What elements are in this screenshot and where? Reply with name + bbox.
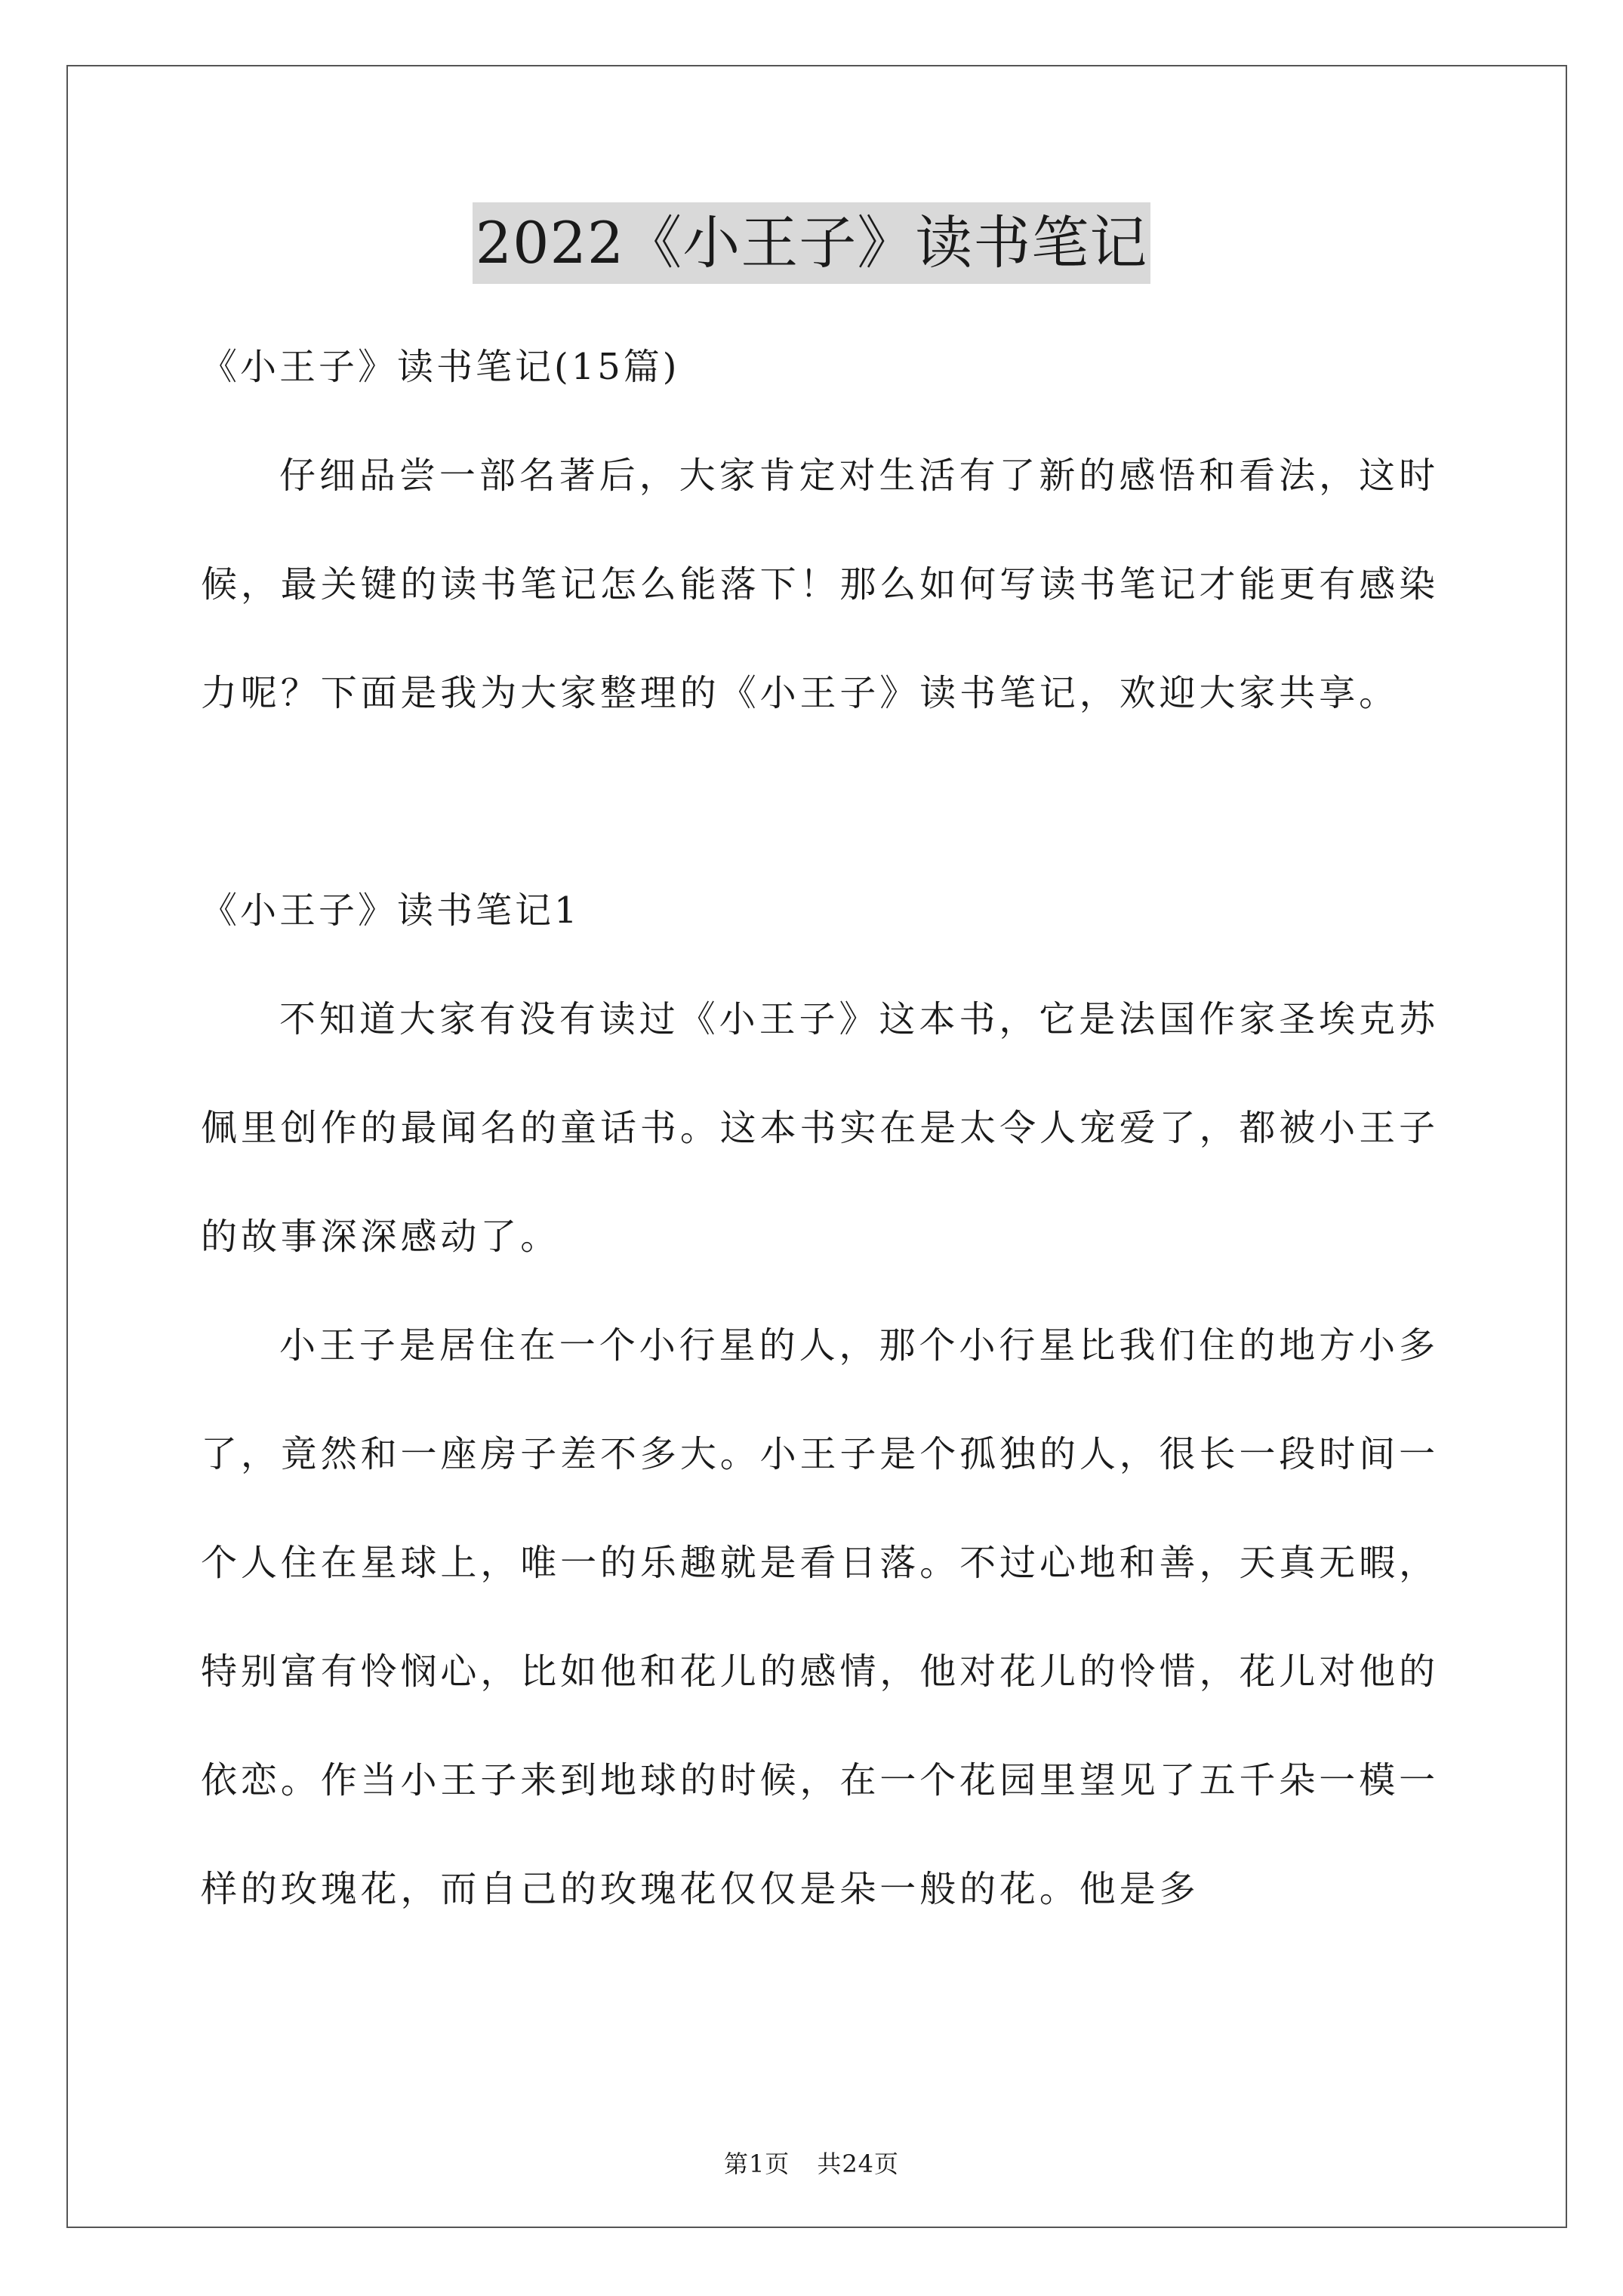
blank-line <box>201 747 1439 856</box>
section-heading: 《小王子》读书笔记1 <box>201 889 581 932</box>
document-subtitle: 《小王子》读书笔记(15篇) <box>201 346 680 388</box>
page-number: 第1页 <box>723 2150 790 2178</box>
document-body <box>201 313 1439 1943</box>
intro-paragraph: 仔细品尝一部名著后，大家肯定对生活有了新的感悟和看法，这时候，最关键的读书笔记怎么能落下！那么如何写读书笔记才能更有感染力呢？下面是我为大家整理的《小王子》读书笔记，欢迎大家共享。 <box>201 455 1439 714</box>
document-title: 2022《小王子》读书笔记 <box>473 202 1150 284</box>
body-paragraph: 小王子是居住在一个小行星的人，那个小行星比我们住的地方小多了，竟然和一座房子差不多大。小王子是个孤独的人，很长一段时间一个人住在星球上，唯一的乐趣就是看日落。不过心地和善，天真无暇，特别富有怜悯心，比如他和花儿的感情，他对花儿的怜惜，花儿对他的依恋。作当小王子来到地球的时候，在一个花园里望见了五千朵一模一样的玫瑰花，而自己的玫瑰花仅仅是朵一般的花。他是多 <box>201 1324 1439 1910</box>
page-total: 共24页 <box>817 2150 900 2178</box>
page-footer <box>0 2149 1623 2179</box>
title-wrap <box>0 202 1623 284</box>
body-paragraph: 不知道大家有没有读过《小王子》这本书，它是法国作家圣埃克苏佩里创作的最闻名的童话书。这本书实在是太令人宠爱了，都被小王子的故事深深感动了。 <box>201 998 1439 1258</box>
